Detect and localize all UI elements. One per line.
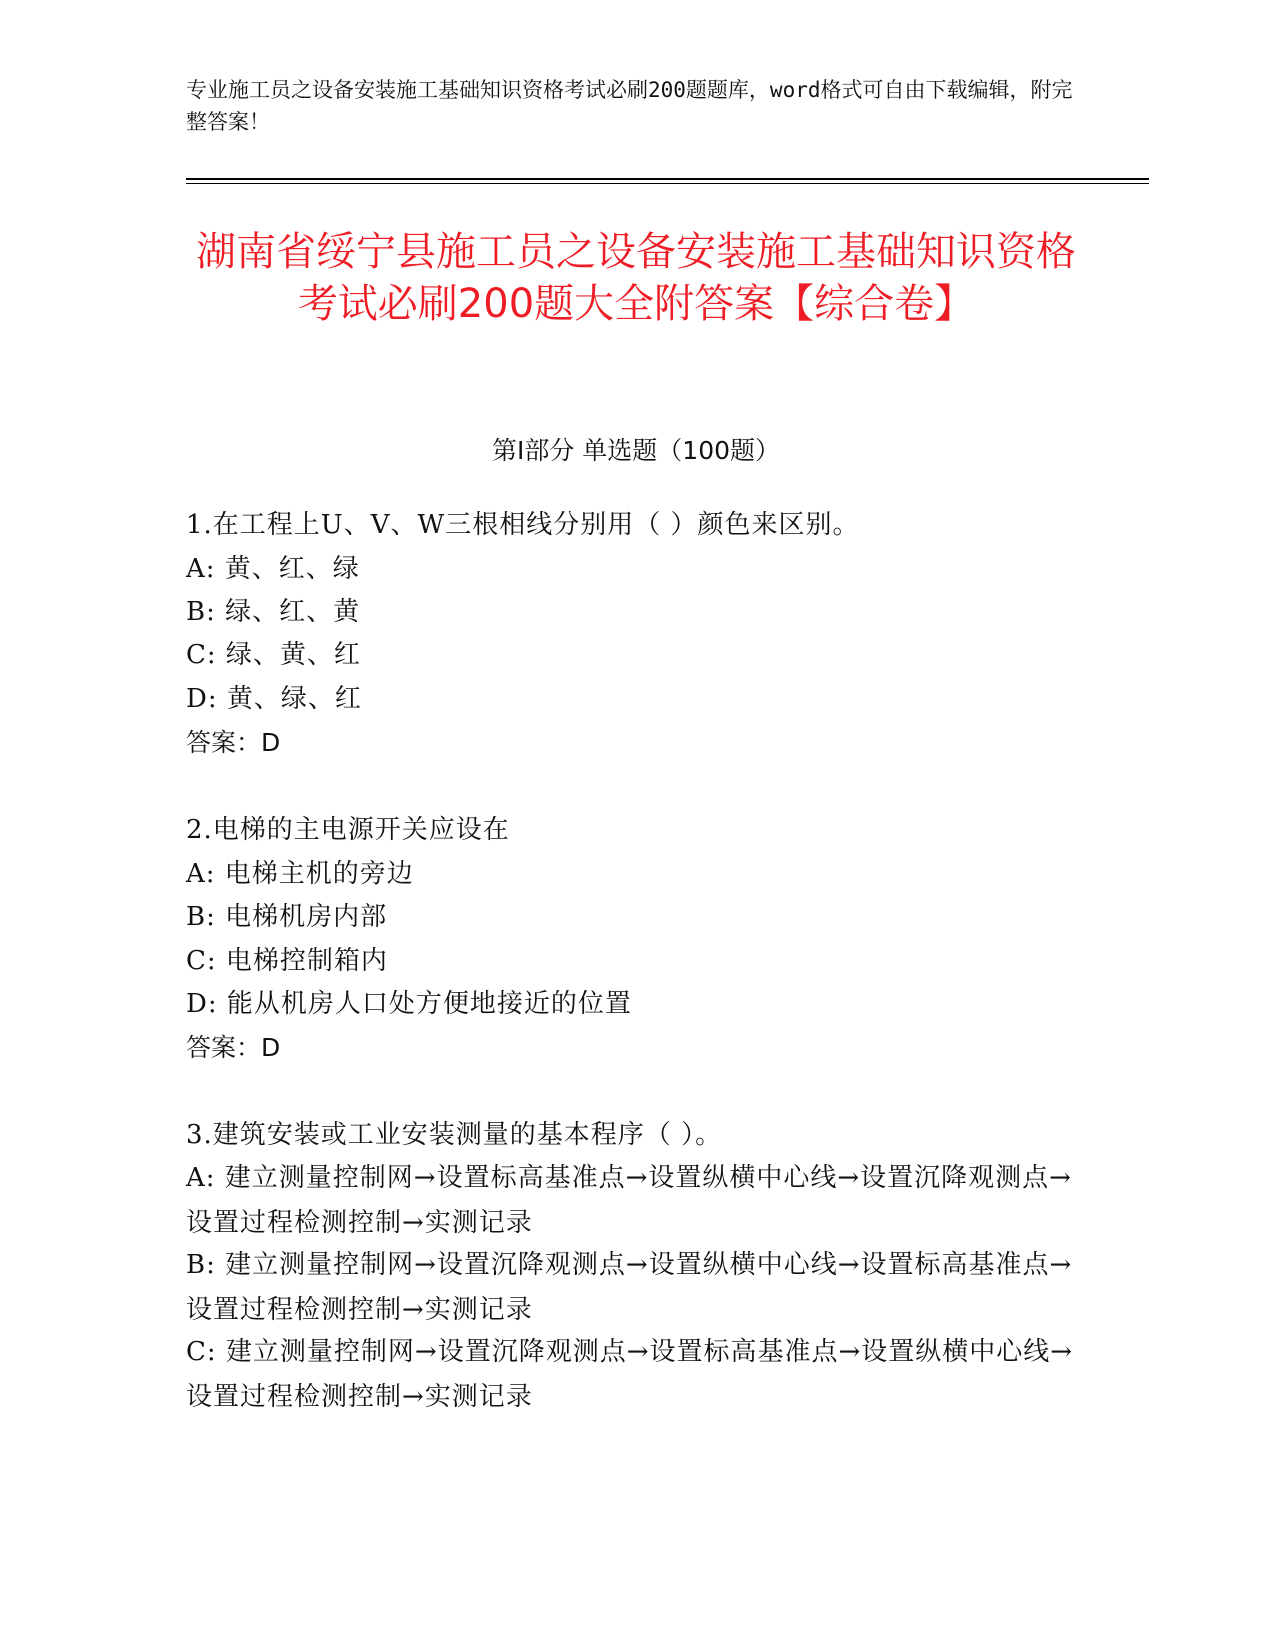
question-1-stem: 1.在工程上U、V、W三根相线分别用（ ）颜色来区别。 <box>186 510 860 540</box>
question-2-option-d: D: 能从机房人口处方便地接近的位置 <box>186 989 632 1019</box>
question-2-stem: 2.电梯的主电源开关应设在 <box>186 815 510 845</box>
question-2-option-c: C: 电梯控制箱内 <box>186 946 388 976</box>
question-1-option-b: B: 绿、红、黄 <box>186 597 361 627</box>
question-1-option-c: C: 绿、黄、红 <box>186 640 361 670</box>
question-2-answer: 答案：D <box>186 1033 281 1062</box>
question-1-option-d: D: 黄、绿、红 <box>186 684 362 714</box>
section-title: 第I部分 单选题（100题） <box>491 436 781 465</box>
question-1-option-a: A: 黄、红、绿 <box>186 554 360 584</box>
question-3-option-a: A: 建立测量控制网→设置标高基准点→设置纵横中心线→设置沉降观测点→设置过程检测控制→实测记录 <box>186 1163 1072 1238</box>
question-2-option-a: A: 电梯主机的旁边 <box>186 859 414 889</box>
question-2-option-b: B: 电梯机房内部 <box>186 902 388 932</box>
question-3-option-c: C: 建立测量控制网→设置沉降观测点→设置标高基准点→设置纵横中心线→设置过程检测控制→实测记录 <box>186 1337 1074 1412</box>
question-1-answer: 答案：D <box>186 728 281 757</box>
header-rule-thick <box>186 178 1149 180</box>
question-3-stem: 3.建筑安装或工业安装测量的基本程序（ ）。 <box>186 1120 723 1150</box>
document-title: 湖南省绥宁县施工员之设备安装施工基础知识资格考试必刷200题大全附答案【综合卷】 <box>196 229 1076 327</box>
header-note: 专业施工员之设备安装施工基础知识资格考试必刷200题题库，word格式可自由下载编辑，附完整答案！ <box>186 78 1073 134</box>
header-rule-thin <box>186 183 1149 184</box>
question-3-option-b: B: 建立测量控制网→设置沉降观测点→设置纵横中心线→设置标高基准点→设置过程检测控制→实测记录 <box>186 1250 1073 1325</box>
